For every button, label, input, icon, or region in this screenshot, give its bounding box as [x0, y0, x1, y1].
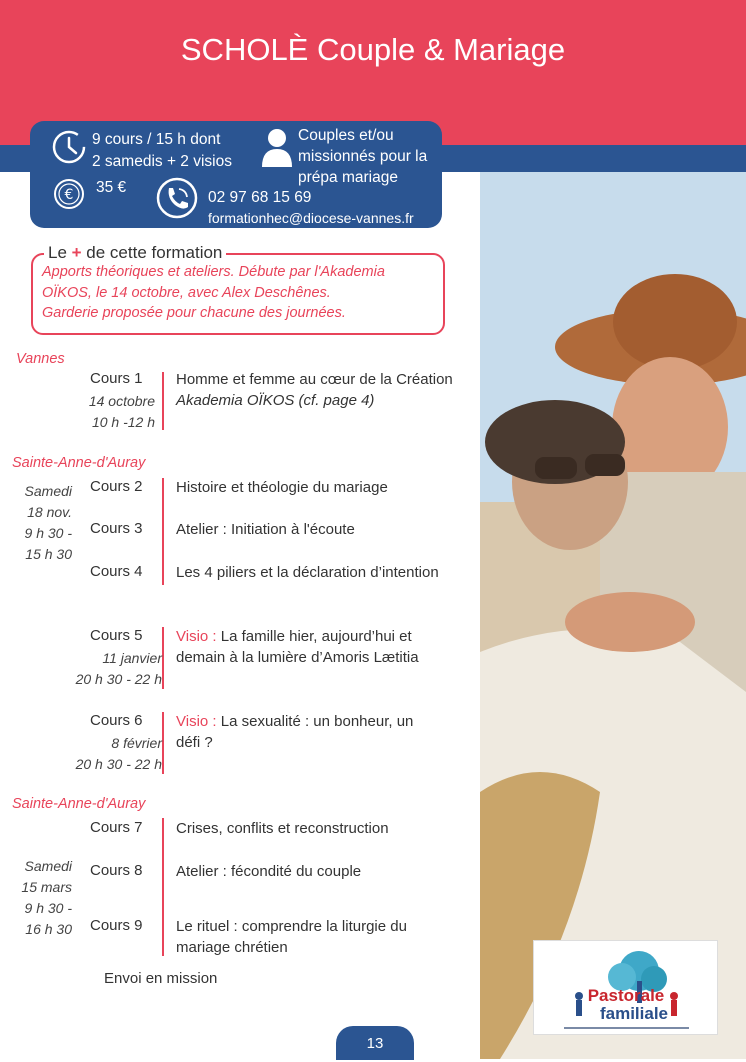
- info-box: [30, 121, 442, 228]
- date-line: 20 h 30 - 22 h: [75, 671, 162, 687]
- highlight-line: Apports théoriques et ateliers. Débute par l'Akademia: [42, 264, 385, 280]
- course-date: [40, 391, 155, 433]
- date-line: Samedi: [24, 858, 72, 874]
- course-label: Cours 5: [90, 627, 143, 644]
- course-label: Cours 4: [90, 563, 143, 580]
- highlight-title-plus: +: [71, 243, 82, 262]
- date-line: 15 h 30: [25, 546, 72, 562]
- course-label: Cours 2: [90, 478, 143, 495]
- course-description: [176, 711, 476, 753]
- euro-icon: [52, 177, 86, 211]
- clock-icon: [50, 128, 88, 166]
- phone-number: 02 97 68 15 69: [208, 189, 312, 206]
- session-date: [10, 481, 72, 565]
- course-date: [40, 733, 162, 775]
- highlight-title-prefix: Le: [48, 243, 72, 262]
- highlight-title-suffix: de cette formation: [81, 243, 223, 262]
- date-line: 9 h 30 -: [24, 525, 72, 541]
- desc-line: défi ?: [176, 734, 213, 751]
- desc-line: Homme et femme au cœur de la Création: [176, 371, 453, 388]
- sessions-info: 2 samedis + 2 visios: [92, 153, 232, 170]
- email-address: formationhec@diocese-vannes.fr: [208, 210, 414, 226]
- course-description: Crises, conflits et reconstruction: [176, 820, 389, 837]
- course-description: Les 4 piliers et la déclaration d’intention: [176, 564, 439, 581]
- section-line: [162, 627, 164, 689]
- visio-tag: Visio :: [176, 628, 217, 645]
- date-line: 16 h 30: [25, 921, 72, 937]
- desc-line: La famille hier, aujourd’hui et: [216, 628, 412, 645]
- desc-line: Akademia OÏKOS (cf. page 4): [176, 392, 375, 409]
- date-line: 10 h -12 h: [91, 414, 155, 430]
- date-line: Samedi: [24, 483, 72, 499]
- date-line: 18 nov.: [27, 504, 72, 520]
- course-label: Cours 6: [90, 712, 143, 729]
- course-label: Cours 3: [90, 520, 143, 537]
- audience-line-2: missionnés pour la: [298, 148, 428, 165]
- highlight-title: [44, 243, 226, 263]
- section-line: [162, 818, 164, 956]
- svg-text:€: €: [64, 187, 74, 203]
- section-line: [162, 712, 164, 774]
- desc-line: Le rituel : comprendre la liturgie du: [176, 918, 407, 935]
- date-line: 20 h 30 - 22 h: [75, 756, 162, 772]
- page-number: 13: [336, 1026, 414, 1060]
- highlight-line: OÏKOS, le 14 octobre, avec Alex Deschênes.: [42, 284, 331, 301]
- course-description: Atelier : Initiation à l'écoute: [176, 521, 355, 538]
- section-line: [162, 372, 164, 430]
- course-label: Cours 9: [90, 917, 143, 934]
- course-date: [40, 648, 162, 690]
- location-sainte-anne-1: Sainte-Anne-d'Auray: [12, 455, 146, 471]
- highlight-line: Garderie proposée pour chacune des journées.: [42, 305, 346, 321]
- envoi-mission: Envoi en mission: [104, 970, 218, 987]
- person-icon: [260, 127, 294, 167]
- logo-line-1: Pastorale: [587, 986, 665, 1005]
- course-description: [176, 369, 476, 411]
- course-description: [176, 916, 476, 958]
- audience-line-1: Couples et/ou: [298, 127, 394, 144]
- logo-graphic: [534, 941, 717, 1034]
- date-line: 11 janvier: [102, 650, 162, 666]
- price: 35 €: [96, 179, 127, 196]
- course-description: Atelier : fécondité du couple: [176, 863, 362, 880]
- section-line: [162, 478, 164, 585]
- couple-photo: [480, 172, 746, 1059]
- session-date: [10, 856, 72, 940]
- date-line: 14 octobre: [88, 393, 155, 409]
- course-label: Cours 1: [90, 370, 143, 387]
- desc-line: La sexualité : un bonheur, un: [216, 713, 414, 730]
- phone-icon: [155, 176, 199, 220]
- audience-line-3: prépa mariage: [298, 169, 398, 186]
- visio-tag: Visio :: [176, 713, 217, 730]
- courses-count: 9 cours / 15 h dont: [92, 131, 221, 148]
- date-line: 9 h 30 -: [24, 900, 72, 916]
- date-line: 15 mars: [21, 879, 72, 895]
- couple-photo-illustration: [480, 172, 746, 1059]
- location-sainte-anne-2: Sainte-Anne-d'Auray: [12, 796, 146, 812]
- highlight-text: [42, 262, 437, 324]
- date-line: 8 février: [111, 735, 162, 751]
- course-description: [176, 626, 476, 668]
- desc-line: demain à la lumière d’Amoris Lætitia: [176, 649, 419, 666]
- desc-line: mariage chrétien: [176, 939, 288, 956]
- logo-line-2: familiale: [599, 1004, 669, 1023]
- course-label: Cours 8: [90, 862, 143, 879]
- location-vannes: Vannes: [16, 351, 65, 367]
- page-title: SCHOLÈ Couple & Mariage: [180, 32, 566, 67]
- course-description: Histoire et théologie du mariage: [176, 479, 388, 496]
- course-label: Cours 7: [90, 819, 143, 836]
- pastorale-familiale-logo: [533, 940, 718, 1035]
